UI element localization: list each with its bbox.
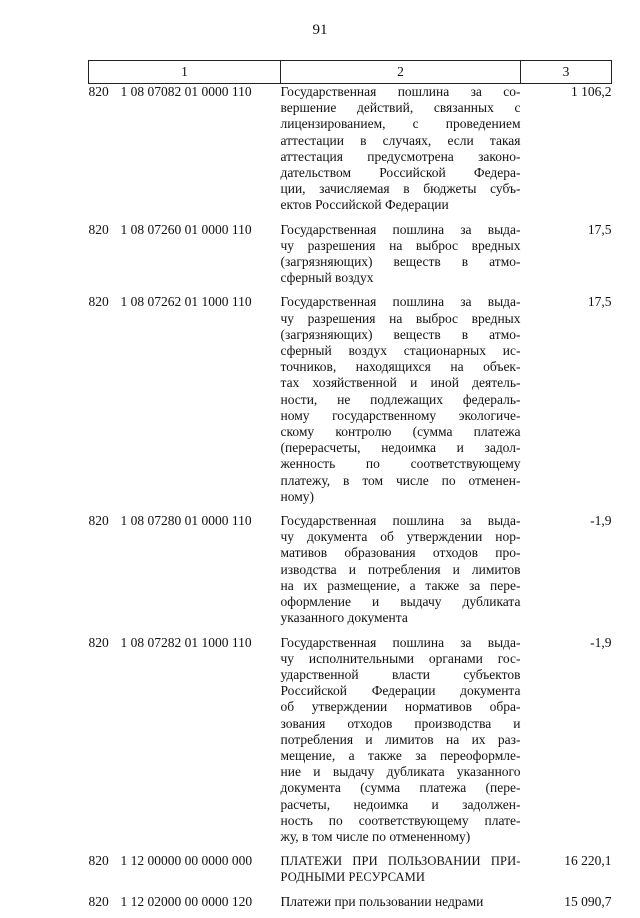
- income-name-cell: [281, 294, 521, 513]
- income-name-line: точников, находящихся на объек-: [280, 359, 521, 375]
- admin-code-cell: 820: [88, 634, 109, 650]
- table-row: [89, 84, 612, 222]
- income-name-line: ному): [280, 488, 315, 504]
- income-name-line: дательством Российской Федера-: [280, 165, 521, 181]
- budget-code-cell: 1 08 07262 01 1000 110: [120, 294, 252, 310]
- income-name-line: скому контролю (сумма платежа: [280, 424, 521, 440]
- income-name-cell: [281, 894, 521, 918]
- table-row: [89, 894, 612, 918]
- admin-code-cell: 820: [88, 853, 109, 869]
- amount-cell: -1,9: [590, 634, 612, 650]
- income-name-line: аттестация предусмотрена законо-: [280, 148, 521, 164]
- income-name-cell: [281, 635, 521, 854]
- income-name-line: Государственная пошлина за выда-: [280, 221, 521, 237]
- amount-cell: -1,9: [590, 513, 612, 529]
- admin-code-cell: 820: [88, 221, 109, 237]
- budget-code-cell: 1 08 07280 01 0000 110: [120, 513, 252, 529]
- income-name-line: чу документа об утверждении нор-: [280, 529, 521, 545]
- table-header-row: [89, 61, 612, 84]
- income-name-line: Платежи при пользовании недрами: [280, 893, 484, 909]
- header-col-1: 1: [89, 61, 281, 84]
- income-name-cell: [281, 853, 521, 893]
- income-name-line: ударственной власти субъектов: [280, 666, 521, 682]
- header-col-3: 3: [521, 61, 612, 84]
- income-name-line: чу разрешения на выброс вредных: [280, 237, 521, 253]
- income-name-line: РОДНЫМИ РЕСУРСАМИ: [280, 870, 426, 885]
- income-name-line: Государственная пошлина за выда-: [280, 634, 521, 650]
- admin-code-cell: 820: [88, 893, 109, 909]
- income-name-line: документа (сумма платежа (пере-: [280, 780, 521, 796]
- page-number: 91: [312, 22, 328, 38]
- income-name-line: женность по соответствующему: [280, 456, 521, 472]
- table-row: [89, 513, 612, 634]
- income-name-line: чу исполнительными органами гос-: [280, 650, 521, 666]
- income-name-line: мещение, а также за переоформле-: [280, 747, 521, 763]
- admin-code-cell: 820: [88, 513, 109, 529]
- income-name-line: ние и выдачу дубликата указанного: [280, 764, 521, 780]
- income-name-line: Государственная пошлина за выда-: [280, 513, 521, 529]
- revenue-table: [88, 60, 612, 918]
- amount-cell: 17,5: [587, 221, 612, 237]
- income-name-line: лицензированием, с проведением: [280, 116, 521, 132]
- income-name-line: чу разрешения на выброс вредных: [280, 310, 521, 326]
- header-col-2: 2: [281, 61, 521, 84]
- table-row: [89, 222, 612, 295]
- budget-code-cell: 1 08 07282 01 1000 110: [120, 634, 252, 650]
- income-name-line: Государственная пошлина за со-: [280, 84, 521, 99]
- budget-code-cell: 1 12 00000 00 0000 000: [120, 853, 253, 869]
- table-body: [89, 84, 612, 918]
- income-name-line: оформление и выдачу дубликата: [280, 594, 521, 610]
- income-name-cell: [281, 513, 521, 634]
- table-row: [89, 635, 612, 854]
- income-name-line: изводства и потребления и лимитов: [280, 561, 521, 577]
- admin-code-cell: 820: [88, 294, 109, 310]
- income-name-line: (перерасчеты, недоимка и задол-: [280, 440, 521, 456]
- budget-code-cell: 1 08 07082 01 0000 110: [120, 84, 252, 99]
- income-name-line: сферный воздух стационарных ис-: [280, 343, 521, 359]
- income-name-line: жу, в том числе по отмененному): [280, 828, 471, 844]
- income-name-line: ПЛАТЕЖИ ПРИ ПОЛЬЗОВАНИИ ПРИ-: [280, 854, 521, 869]
- income-name-cell: [281, 222, 521, 295]
- income-name-line: ному государственному экологиче-: [280, 407, 521, 423]
- amount-cell: 1 106,2: [571, 84, 612, 99]
- income-name-line: Российской Федерации документа: [280, 683, 521, 699]
- income-name-line: ектов Российской Федерации: [280, 197, 449, 213]
- income-name-line: вершение действий, связанных с: [280, 100, 521, 116]
- income-name-line: мативов образования отходов про-: [280, 545, 521, 561]
- amount-cell: 16 220,1: [564, 853, 612, 869]
- income-name-line: расчеты, недоимка и задолжен-: [280, 796, 521, 812]
- income-name-line: (загрязняющих) веществ в атмо-: [280, 254, 521, 270]
- income-name-line: об утверждении нормативов обра-: [280, 699, 521, 715]
- income-name-line: сферный воздух: [280, 270, 374, 286]
- income-name-line: зования отходов производства и: [280, 715, 521, 731]
- income-name-line: ности, не подлежащих федераль-: [280, 391, 521, 407]
- table-row: [89, 853, 612, 893]
- income-name-line: ции, зачисляемая в бюджеты субъ-: [280, 181, 521, 197]
- income-name-line: на их размещение, а также за пере-: [280, 577, 521, 593]
- income-name-cell: [281, 84, 521, 222]
- income-name-line: Государственная пошлина за выда-: [280, 294, 521, 310]
- income-name-line: ность по соответствующему плате-: [280, 812, 521, 828]
- income-name-line: указанного документа: [280, 610, 408, 626]
- income-name-line: аттестации в случаях, если такая: [280, 132, 521, 148]
- admin-code-cell: 820: [88, 84, 109, 99]
- income-name-line: тах хозяйственной и иной деятель-: [280, 375, 521, 391]
- budget-code-cell: 1 08 07260 01 0000 110: [120, 221, 252, 237]
- income-name-line: потребления и лимитов на их раз-: [280, 731, 521, 747]
- table-row: [89, 294, 612, 513]
- income-name-line: (загрязняющих) веществ в атмо-: [280, 326, 521, 342]
- amount-cell: 17,5: [587, 294, 612, 310]
- amount-cell: 15 090,7: [564, 893, 612, 909]
- income-name-line: платежу, в том числе по отменен-: [280, 472, 521, 488]
- budget-code-cell: 1 12 02000 00 0000 120: [120, 893, 253, 909]
